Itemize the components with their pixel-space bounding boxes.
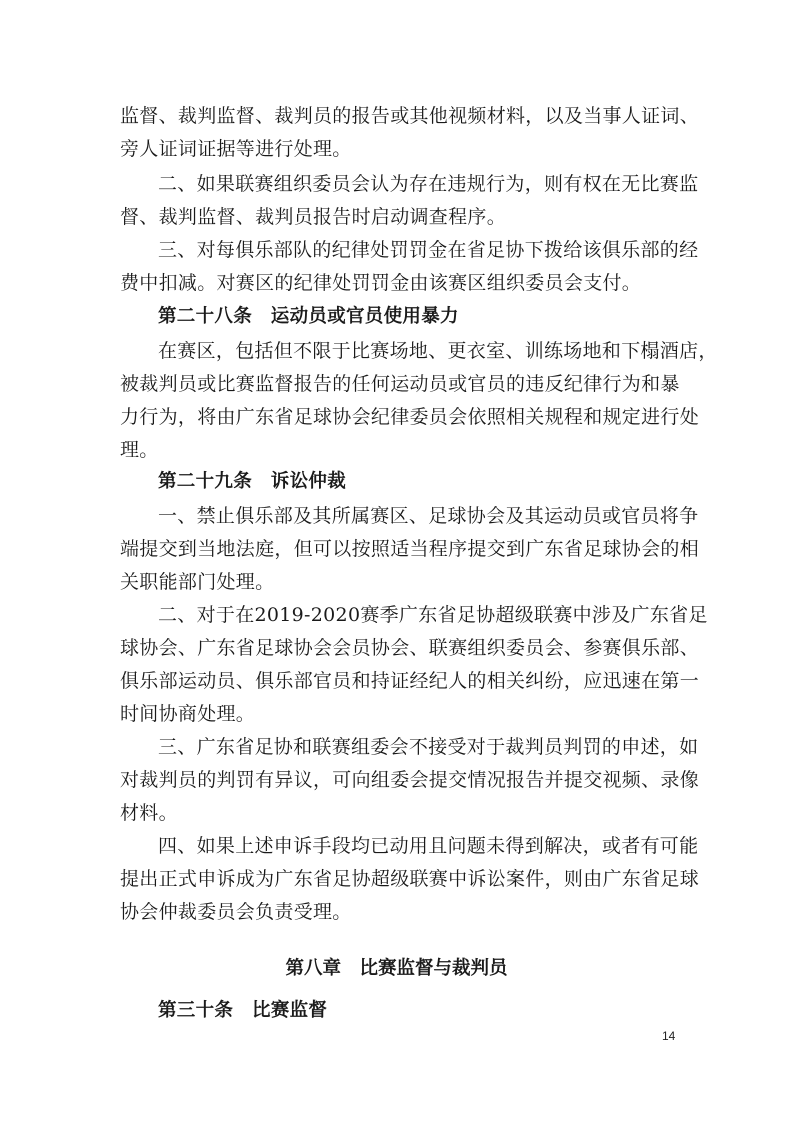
page-number: 14 [662,1029,676,1043]
paragraph-line: 费中扣减。对赛区的纪律处罚罚金由该赛区组织委员会支付。 [120,272,642,294]
paragraph-line: 协会仲裁委员会负责受理。 [120,901,352,923]
paragraph-line: 被裁判员或比赛监督报告的任何运动员或官员的违反纪律行为和暴 [120,373,680,395]
article-29-heading: 第二十九条 诉讼仲裁 [158,471,347,492]
paragraph-line: 球协会、广东省足球协会会员协会、联赛组织委员会、参赛俱乐部、 [120,637,700,659]
paragraph-line: 三、对每俱乐部队的纪律处罚罚金在省足协下拨给该俱乐部的经 [158,239,699,261]
paragraph-line: 督、裁判监督、裁判员报告时启动调查程序。 [120,206,507,228]
paragraph-line: 四、如果上述申诉手段均已动用且问题未得到解决，或者有可能 [158,835,699,857]
article-28-heading: 第二十八条 运动员或官员使用暴力 [158,306,459,327]
paragraph-line: 俱乐部运动员、俱乐部官员和持证经纪人的相关纠纷，应迅速在第一 [120,670,700,692]
article-30-heading: 第三十条 比赛监督 [158,1000,328,1021]
paragraph-line: 理。 [120,439,159,461]
paragraph-line: 旁人证词证据等进行处理。 [120,138,352,160]
paragraph-line: 二、对于在2019-2020赛季广东省足协超级联赛中涉及广东省足 [158,604,708,626]
paragraph-line: 端提交到当地法庭，但可以按照适当程序提交到广东省足球协会的相 [120,538,700,560]
paragraph-line: 材料。 [120,802,178,824]
chapter-8-title: 第八章 比赛监督与裁判员 [285,958,508,979]
paragraph-line: 二、如果联赛组织委员会认为存在违规行为，则有权在无比赛监 [158,173,699,195]
paragraph-line: 关职能部门处理。 [120,571,275,593]
paragraph-line: 提出正式申诉成为广东省足协超级联赛中诉讼案件，则由广东省足球 [120,868,700,890]
paragraph-line: 时间协商处理。 [120,703,256,725]
paragraph-line: 对裁判员的判罚有异议，可向组委会提交情况报告并提交视频、录像 [120,769,700,791]
paragraph-line: 监督、裁判监督、裁判员的报告或其他视频材料，以及当事人证词、 [120,105,700,127]
paragraph-line: 一、禁止俱乐部及其所属赛区、足球协会及其运动员或官员将争 [158,505,699,527]
paragraph-line: 三、广东省足协和联赛组委会不接受对于裁判员判罚的申述，如 [158,736,699,758]
paragraph-line: 力行为，将由广东省足球协会纪律委员会依照相关规程和规定进行处 [120,406,700,428]
paragraph-line: 在赛区，包括但不限于比赛场地、更衣室、训练场地和下榻酒店， [158,340,718,362]
